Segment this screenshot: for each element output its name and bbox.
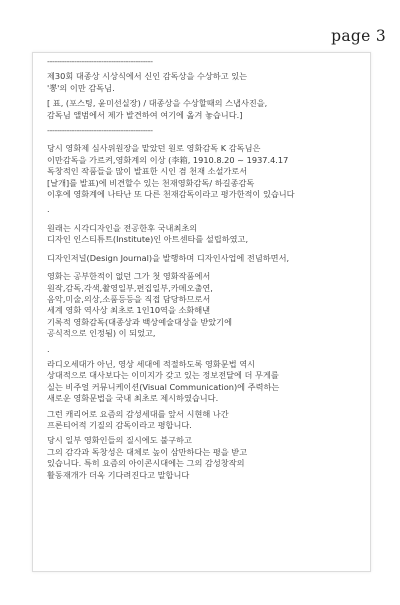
text-line: 프론티어적 기질의 감독이라고 평합니다.: [47, 419, 192, 430]
text-line: [ 표, (포스팅, 윤미선실장) / 대종상을 수상할때의 스냅사진을,: [47, 98, 268, 109]
text-line: 감독님 앨범에서 제가 발견하여 여기에 옮겨 놓습니다.]: [47, 109, 243, 120]
dot-separator: .: [47, 343, 50, 354]
paragraph-award-caption: [47, 71, 365, 94]
text-line: 영화는 공부한적이 없던 그가 첫 영화작품에서: [47, 271, 211, 282]
text-line: 라디오세대가 아닌, 영상 세대에 적절하도록 영화문법 역시: [47, 358, 256, 369]
text-line: 당시 일부 영화인들의 질시에도 불구하고: [47, 435, 192, 446]
paragraph-photo-note: [47, 98, 365, 121]
document-body: [47, 56, 365, 481]
paragraph-design-background: [47, 223, 365, 246]
text-line: 제30회 대종상 시상식에서 신인 감독상을 수상하고 있는: [47, 71, 248, 82]
text-line: 원작,감독,각색,촬영일부,편집일부,카메오출연,: [47, 282, 213, 293]
text-line: 상대적으로 대사보다는 이미지가 갖고 있는 정보전달에 더 무게를: [47, 370, 279, 381]
paragraph-first-film: [47, 271, 365, 339]
text-line: 당시 영화제 심사위원장을 맡았던 원로 영화감독 K 감독님은: [47, 143, 261, 154]
text-line: 원래는 시각디자인을 전공한후 국내최초의: [47, 222, 198, 233]
text-line: 실는 비주얼 커뮤니케이션(Visual Communication)에 주력하는: [47, 381, 280, 392]
text-line: 활동재개가 더욱 기다려진다고 말합니다: [47, 469, 190, 480]
text-line: 그의 감각과 독창성은 대체로 높이 삼만하다는 평을 받고: [47, 446, 248, 457]
text-line: 음악,미술,의상,소품등등을 직접 담당하므로서: [47, 293, 211, 304]
text-line: 공식적으로 인정됨) 이 되었고,: [47, 328, 156, 339]
paragraph-frontier: [47, 409, 365, 432]
text-line: 이후에 영화계에 나타난 또 다른 천재감독이라고 평가한적이 있습니다: [47, 189, 295, 200]
text-line: 새로운 영화문법을 국내 최초로 제시하였습니다.: [47, 393, 219, 404]
text-line: 있습니다. 특히 요즘의 아이콘시대에는 그의 감성창작의: [47, 458, 245, 469]
dot-separator: .: [47, 204, 50, 215]
text-line: 이만감독을 가르켜,영화계의 이상 (李箱, 1910.8.20 ~ 1937.4.17: [47, 154, 289, 165]
text-line: '뽕'의 이만 감독님.: [47, 82, 115, 93]
paragraph-reputation: [47, 435, 365, 481]
text-line: [날개]를 발표)에 비견할수 있는 천재영화감독/ 하길종감독: [47, 177, 255, 188]
paragraph-film-grammar: [47, 359, 365, 405]
text-line: 독창적인 작품들을 많이 발표한 시인 겸 천재 소설가로서: [47, 166, 248, 177]
text-line: 그런 캐리어로 요즘의 감성세대를 앞서 시현해 나간: [47, 408, 229, 419]
paragraph-design-journal: [47, 253, 365, 264]
separator-line: -------------------------------------------: [47, 125, 153, 136]
text-line: 디자인저널(Design Journal)을 발행하며 디자인사업에 전념하면서,: [47, 252, 290, 263]
separator-line: -------------------------------------------: [47, 56, 153, 66]
text-line: 세계 영화 역사상 최초로 1인10역을 소화해낸: [47, 305, 211, 316]
text-line: 디자인 인스티튜트(Institute)인 아트센타를 설립하였고,: [47, 234, 249, 245]
page-number: page 3: [331, 27, 386, 45]
text-line: 기록적 영화감독(대종상과 백상예술대상을 받았기에: [47, 316, 233, 327]
paragraph-critic-evaluation: [47, 143, 365, 200]
